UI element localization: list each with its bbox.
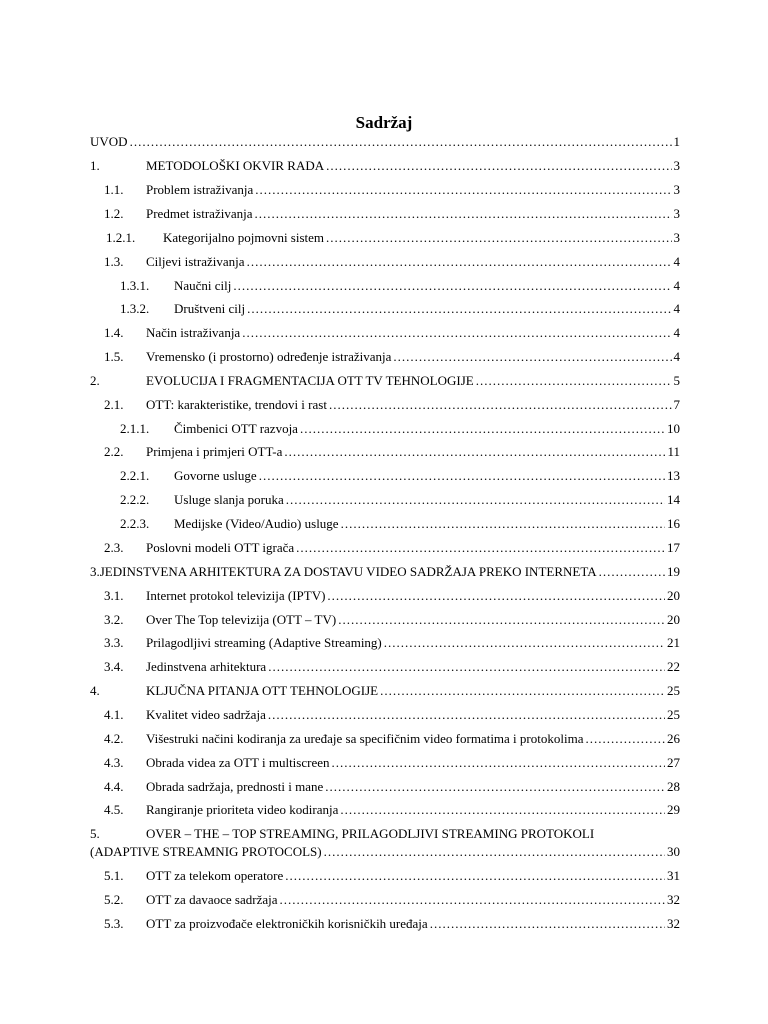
toc-leader: [268, 707, 665, 723]
toc-number: 4.4.: [104, 779, 124, 794]
toc-number: 1.1.: [104, 182, 124, 197]
toc-number: 3.4.: [104, 659, 124, 674]
toc-leader: [286, 492, 665, 508]
toc-entry[interactable]: [90, 868, 680, 890]
toc-leader: [300, 421, 665, 437]
toc-entry[interactable]: [90, 158, 680, 180]
toc-leader: [285, 868, 665, 884]
toc-page: 32: [667, 916, 680, 931]
toc-leader: [384, 635, 665, 651]
toc-title: Obrada videa za OTT i multiscreen: [146, 755, 330, 770]
toc-number: 2.1.1.: [120, 421, 150, 436]
toc-number: 5.2.: [104, 892, 124, 907]
toc-leader: [296, 540, 665, 556]
toc-number: 1.3.2.: [120, 301, 150, 316]
toc-entry[interactable]: [90, 731, 680, 753]
toc-leader: [329, 397, 672, 413]
toc-title: Prilagodljivi streaming (Adaptive Streaming): [146, 635, 382, 650]
toc-leader: [332, 755, 666, 771]
toc-number: 4.5.: [104, 802, 124, 817]
toc-title: KLJUČNA PITANJA OTT TEHNOLOGIJE: [146, 683, 379, 698]
toc-page: 22: [667, 659, 680, 674]
toc-number: 2.2.: [104, 444, 124, 459]
toc-entry[interactable]: [90, 802, 680, 824]
toc-title: Primjena i primjeri OTT-a: [146, 444, 283, 459]
toc-page: 26: [667, 731, 680, 746]
toc-title: UVOD: [90, 134, 128, 149]
toc-entry[interactable]: [90, 468, 680, 490]
toc-leader: [247, 301, 671, 317]
toc-number: 4.3.: [104, 755, 124, 770]
toc-title: Usluge slanja poruka: [174, 492, 284, 507]
toc-page: 4: [673, 349, 680, 364]
toc-page: 4: [673, 325, 680, 340]
toc-entry[interactable]: [90, 683, 680, 705]
toc-number: 2.2.3.: [120, 516, 150, 531]
toc-number: 4.2.: [104, 731, 124, 746]
toc-page: 3: [673, 182, 680, 197]
toc-entry[interactable]: [90, 659, 680, 681]
toc-leader: [599, 564, 665, 580]
toc-title: (ADAPTIVE STREAMNIG PROTOCOLS): [90, 844, 322, 859]
toc-entry[interactable]: [90, 278, 680, 300]
toc-page: 3: [673, 158, 680, 173]
toc-number: 1.2.: [104, 206, 124, 221]
toc-page: 25: [667, 707, 680, 722]
toc-page: 4: [673, 254, 680, 269]
toc-number: 2.2.1.: [120, 468, 150, 483]
toc-title: Govorne usluge: [174, 468, 257, 483]
toc-entry[interactable]: [90, 182, 680, 204]
toc-page: 3: [673, 230, 680, 245]
toc-title: Čimbenici OTT razvoja: [174, 421, 298, 436]
toc-entry[interactable]: [90, 349, 680, 371]
toc-title: Problem istraživanja: [146, 182, 254, 197]
toc-page: 5: [673, 373, 680, 388]
toc-entry[interactable]: [90, 230, 680, 252]
toc-entry[interactable]: [90, 516, 680, 538]
toc-title: EVOLUCIJA I FRAGMENTACIJA OTT TV TEHNOLOGIJE: [146, 373, 474, 388]
toc-page: 25: [667, 683, 680, 698]
toc-page: 4: [673, 278, 680, 293]
toc-number: 5.: [90, 826, 100, 841]
toc-number: 1.3.: [104, 254, 124, 269]
toc-entry[interactable]: [90, 301, 680, 323]
toc-page: 17: [667, 540, 680, 555]
toc-title: Over The Top televizija (OTT – TV): [146, 612, 337, 627]
toc-page: 21: [667, 635, 680, 650]
toc-page: 10: [667, 421, 680, 436]
toc-page: 31: [667, 868, 680, 883]
toc-title: Naučni cilj: [174, 278, 232, 293]
toc-entry[interactable]: [90, 707, 680, 729]
toc-entry[interactable]: [90, 397, 680, 419]
toc-title: 3.JEDINSTVENA ARHITEKTURA ZA DOSTAVU VIDEO SADRŽAJA PREKO INTERNETA: [90, 564, 597, 579]
toc-number: 3.2.: [104, 612, 124, 627]
toc-title: Jedinstvena arhitektura: [146, 659, 267, 674]
toc-leader: [341, 516, 665, 532]
toc-number: 2.2.2.: [120, 492, 150, 507]
toc-leader: [338, 612, 665, 628]
toc-entry[interactable]: [90, 564, 680, 586]
toc-page: 1: [673, 134, 680, 149]
toc-leader: [324, 844, 665, 860]
toc-number: 3.3.: [104, 635, 124, 650]
toc-title: Ciljevi istraživanja: [146, 254, 245, 269]
toc-number: 4.1.: [104, 707, 124, 722]
toc-leader: [255, 206, 672, 222]
toc-leader: [585, 731, 665, 747]
toc-title: Poslovni modeli OTT igrača: [146, 540, 295, 555]
toc-leader: [242, 325, 671, 341]
toc-page: 20: [667, 588, 680, 603]
toc-page: 27: [667, 755, 680, 770]
toc-leader: [255, 182, 671, 198]
toc-leader: [130, 134, 672, 150]
toc-entry[interactable]: [90, 421, 680, 443]
toc-page: 32: [667, 892, 680, 907]
toc-page: 16: [667, 516, 680, 531]
toc-title: Vremensko (i prostorno) određenje istraživanja: [146, 349, 392, 364]
toc-title: OTT za davaoce sadržaja: [146, 892, 278, 907]
toc-number: 2.: [90, 373, 100, 388]
toc-entry-wrapped[interactable]: [90, 826, 680, 842]
toc-leader: [326, 230, 671, 246]
toc-entry[interactable]: [90, 635, 680, 657]
toc-number: 5.1.: [104, 868, 124, 883]
toc-title: Društveni cilj: [174, 301, 246, 316]
toc-entry[interactable]: [90, 540, 680, 562]
toc-number: 5.3.: [104, 916, 124, 931]
toc-leader: [268, 659, 665, 675]
toc-number: 1.4.: [104, 325, 124, 340]
toc-title: Višestruki načini kodiranja za uređaje sa specifičnim video formatima i protokolima: [146, 731, 584, 746]
page-title: Sadržaj: [355, 113, 413, 132]
toc-entry[interactable]: [90, 916, 680, 938]
toc-leader: [233, 278, 671, 294]
toc-number: 4.: [90, 683, 100, 698]
toc-title: OTT za telekom operatore: [146, 868, 284, 883]
toc-leader: [247, 254, 672, 270]
toc-leader: [380, 683, 665, 699]
toc-title: METODOLOŠKI OKVIR RADA: [146, 158, 325, 173]
toc-page: 20: [667, 612, 680, 627]
toc-leader: [280, 892, 666, 908]
toc-entry[interactable]: [90, 206, 680, 228]
toc-entry[interactable]: [90, 612, 680, 634]
toc-leader: [259, 468, 665, 484]
toc-page: 29: [667, 802, 680, 817]
toc-title: Internet protokol televizija (IPTV): [146, 588, 326, 603]
toc-entry[interactable]: [90, 588, 680, 610]
toc-page: 14: [667, 492, 680, 507]
toc-entry[interactable]: [90, 373, 680, 395]
toc-leader: [325, 779, 665, 795]
toc-title: OVER – THE – TOP STREAMING, PRILAGODLJIVI STREAMING PROTOKOLI: [146, 826, 595, 841]
toc-entry[interactable]: [90, 779, 680, 801]
toc-number: 3.1.: [104, 588, 124, 603]
toc-leader: [340, 802, 665, 818]
toc-entry[interactable]: [90, 492, 680, 514]
toc-number: 1.3.1.: [120, 278, 150, 293]
toc-title: Medijske (Video/Audio) usluge: [174, 516, 339, 531]
toc-entry[interactable]: [90, 844, 680, 866]
toc-title: Kvalitet video sadržaja: [146, 707, 266, 722]
toc-entry[interactable]: [90, 444, 680, 466]
toc-entry[interactable]: [90, 755, 680, 777]
toc-title: OTT za proizvođače elektroničkih korisničkih uređaja: [146, 916, 428, 931]
toc-number: 1.: [90, 158, 100, 173]
toc-title: Rangiranje prioriteta video kodiranja: [146, 802, 339, 817]
toc-entry[interactable]: [90, 254, 680, 276]
toc-page: 28: [667, 779, 680, 794]
toc-page: 3: [673, 206, 680, 221]
toc-leader: [393, 349, 671, 365]
toc-leader: [476, 373, 672, 389]
toc-entry[interactable]: [90, 892, 680, 914]
toc-page: 11: [667, 444, 680, 459]
toc-title: Način istraživanja: [146, 325, 241, 340]
toc-number: 2.1.: [104, 397, 124, 412]
toc-title: OTT: karakteristike, trendovi i rast: [146, 397, 327, 412]
toc-entry[interactable]: [90, 325, 680, 347]
toc-leader: [430, 916, 665, 932]
toc-page: 30: [667, 844, 680, 859]
toc-title: Kategorijalno pojmovni sistem: [163, 230, 325, 245]
toc-number: 2.3.: [104, 540, 124, 555]
toc-number: 1.2.1.: [106, 230, 136, 245]
toc-entry[interactable]: [90, 134, 680, 156]
toc-page: 7: [673, 397, 680, 412]
toc-page: 19: [667, 564, 680, 579]
toc-title: Predmet istraživanja: [146, 206, 253, 221]
toc-leader: [327, 588, 665, 604]
toc-leader: [284, 444, 665, 460]
toc-number: 1.5.: [104, 349, 124, 364]
toc-leader: [326, 158, 671, 174]
toc-page: 4: [673, 301, 680, 316]
toc-title: Obrada sadržaja, prednosti i mane: [146, 779, 324, 794]
toc-page: 13: [667, 468, 680, 483]
